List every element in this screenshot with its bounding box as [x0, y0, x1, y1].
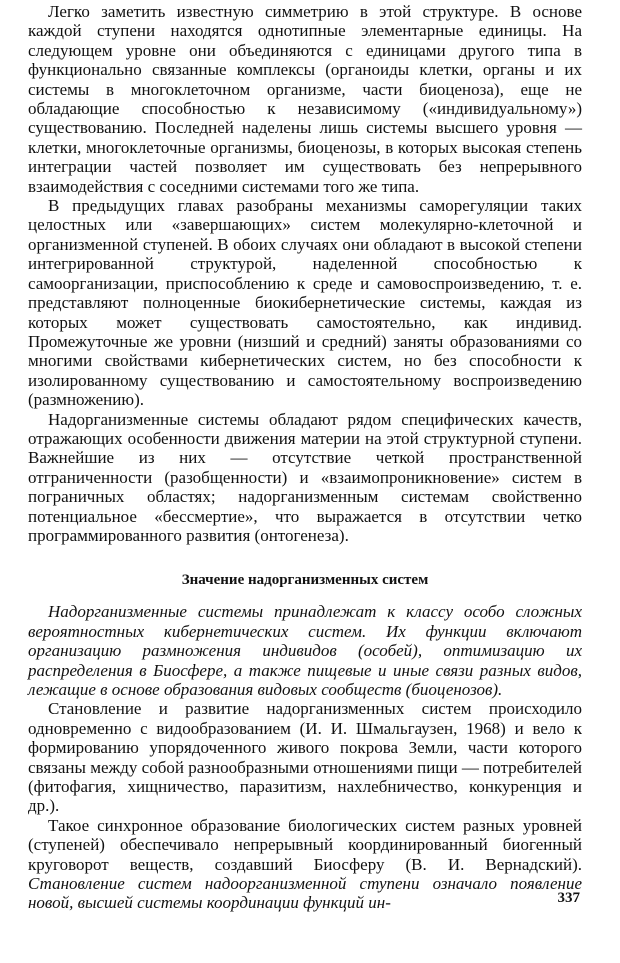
paragraph-synchronous-formation [28, 816, 582, 913]
paragraph-formation: Становление и развитие надорганизменных систем происходило одновременно с видообразованием (И. И. Шмальгаузен, 1968) и вело к формированию упорядоченного живого покрова Земли, части которого связаны между собой разнообразными отношениями пищи — потребителей (фитофагия, хищничество, паразитизм, нахлебничество, конкуренция и др.). [28, 699, 582, 816]
paragraph-specific-qualities: Надорганизменные системы обладают рядом специфических качеств, отражающих особенности движения материи на этой структурной ступени. Важнейшие из них — отсутствие четкой пространственной отграниченности (разобщенности) и «взаимопроникновение» систем в пограничных областях; надорганизменным системам свойственно потенциальное «бессмертие», что выражается в отсутствии четко программированного развития (онтогенеза). [28, 409, 582, 545]
main-text [28, 2, 582, 913]
page-number: 337 [557, 890, 580, 906]
paragraph-regular-text: Такое синхронное образование биологических систем разных уровней (ступеней) обеспечивало непрерывный координированный биогенный круговорот веществ, создавший Биосферу (В. И. Вернадский). [28, 815, 582, 874]
paragraph-italic-summary: Надорганизменные системы принадлежат к классу особо сложных вероятностных кибернетических систем. Их функции включают организацию размножения индивидов (особей), оптимизацию их распределения в Биосфере, а также пищевые и иные связи разных видов, лежащие в основе образования видовых сообществ (биоценозов). [28, 602, 582, 699]
paragraph-italic-text: Становление систем надоорганизменной ступени означало появление новой, высшей системы координации функций ин- [28, 874, 582, 913]
section-heading: Значение надорганизменных систем [181, 572, 429, 589]
paragraph-previous-chapters: В предыдущих главах разобраны механизмы саморегуляции таких целостных или «завершающих» систем молекулярно-клеточной и организменной ступеней. В обоих случаях они обладают в высокой степени интегрированной структурой, наделенной способностью к самоорганизации, приспособлению к среде и самовоспроизведению, т. е. представляют полноценные биокибернетические системы, каждая из которых может существовать самостоятельно, как индивид. Промежуточные же уровни (низший и средний) заняты образованиями со многими свойствами кибернетических систем, но без способности к изолированному существованию и самостоятельному воспроизведению (размножению). [28, 196, 582, 410]
paragraph-symmetry: Легко заметить известную симметрию в этой структуре. В основе каждой ступени находятся однотипные элементарные единицы. На следующем уровне они объединяются с единицами другого типа в функционально связанные комплексы (органоиды клетки, органы и их системы в многоклеточном организме, части биоценоза), еще не обладающие способностью к независимому («индивидуальному») существованию. Последней наделены лишь системы высшего уровня — клетки, многоклеточные организмы, биоценозы, в которых высокая степень интеграции частей позволяет им существовать без непрерывного взаимодействия с соседними системами того же типа. [28, 2, 582, 196]
